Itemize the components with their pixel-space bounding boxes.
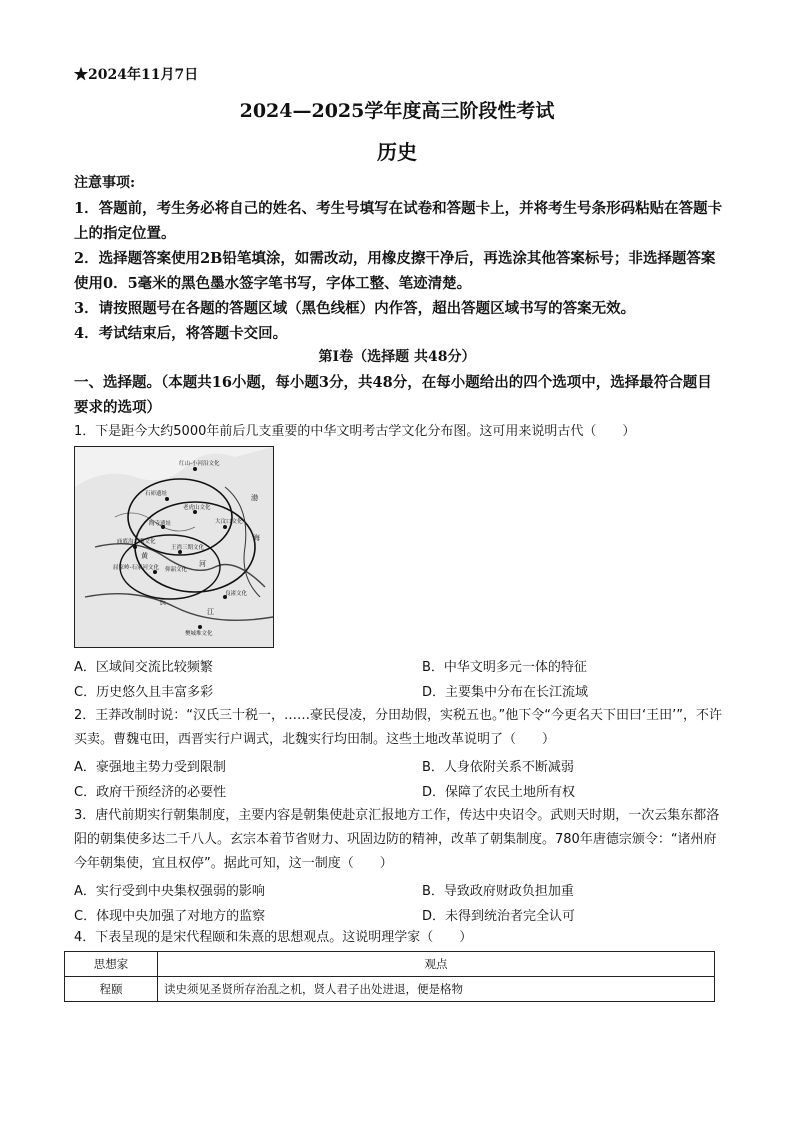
map-label: 石峁遗址 <box>145 491 168 497</box>
map-label: 大汶口文化 <box>215 519 243 525</box>
question-3-stem: 3．唐代前期实行朝集制度，主要内容是朝集使赴京汇报地方工作，传达中央诏令。武则天时期，一次云集东都洛阳的朝集使多达二千八人。玄宗本着节省财力、巩固边防的精神，改革了朝集制度。780年唐德宗颁令：“诸州府今年朝集使，宜且权停”。据此可知，这一制度（ ） <box>74 808 720 871</box>
map-label: 红山-小河沿文化 <box>179 461 220 467</box>
exam-subject: 历史 <box>377 140 417 164</box>
map-label: 王湾三期文化 <box>171 545 205 551</box>
option-a[interactable]: A．区域间交流比较频繁 <box>74 660 213 675</box>
map-label: 良渚文化 <box>225 591 248 597</box>
option-b[interactable]: B．导致政府财政负担加重 <box>422 884 574 899</box>
part-heading: 第Ⅰ卷（选择题 共48分） <box>318 349 476 365</box>
question-1-options <box>74 656 724 706</box>
map-label: 仰韶文化 <box>165 567 188 573</box>
map-label: 渤 <box>251 494 258 502</box>
map-label: 海 <box>253 534 260 542</box>
table-header-cell: 观点 <box>158 952 715 977</box>
option-c[interactable]: C．体现中央加强了对地方的监察 <box>74 909 266 924</box>
section-heading: 一、选择题。（本题共16小题，每小题3分，共48分，在每小题给出的四个选项中，选择最符合题目要求的选项） <box>74 374 712 416</box>
option-d[interactable]: D．保障了农民土地所有权 <box>422 785 576 800</box>
table-cell: 程颐 <box>65 977 158 1002</box>
culture-distribution-map <box>74 446 274 648</box>
map-label: 河 <box>199 560 206 568</box>
map-label: 江 <box>207 608 214 616</box>
option-c[interactable]: C．历史悠久且丰富多彩 <box>74 685 214 700</box>
option-d[interactable]: D．未得到统治者完全认可 <box>422 909 576 924</box>
notice-item: 1．答题前，考生务必将自己的姓名、考生号填写在试卷和答题卡上，并将考生号条形码粘贴在答题卡上的指定位置。 <box>74 200 723 242</box>
option-b[interactable]: B．中华文明多元一体的特征 <box>422 660 587 675</box>
option-a[interactable]: A．豪强地主势力受到限制 <box>74 760 226 775</box>
exam-date: ★2024年11月7日 <box>74 67 199 83</box>
question-2-stem: 2．王莽改制时说：“汉氏三十税一，……豪民侵凌，分田劫假，实税五也。”他下令“今更名天下田曰‘王田’”，不许买卖。曹魏屯田，西晋实行户调式，北魏实行均田制。这些土地改革说明了（ ） <box>74 708 722 747</box>
map-label: 陶寺遗址 <box>149 521 172 527</box>
notice-item: 2．选择题答案使用2B铅笔填涂，如需改动，用橡皮擦干净后，再选涂其他答案标号；非选择题答案使用0．5毫米的黑色墨水签字笔书写，字体工整、笔迹清楚。 <box>74 250 716 292</box>
table-header-row <box>65 952 715 977</box>
table-header-cell: 思想家 <box>65 952 158 977</box>
notice-list <box>74 196 724 346</box>
option-c[interactable]: C．政府干预经济的必要性 <box>74 785 227 800</box>
notice-item: 3．请按照题号在各题的答题区域（黑色线框）内作答，超出答题区域书写的答案无效。 <box>74 300 636 317</box>
map-label: 黄 <box>141 552 148 560</box>
map-label: 老虎山文化 <box>183 505 211 511</box>
map-label: 屈家岭-石家河文化 <box>113 565 159 571</box>
question-2-options <box>74 756 724 806</box>
map-label: 长 <box>159 598 166 606</box>
question-4-table <box>64 951 715 1002</box>
table-row <box>65 977 715 1002</box>
option-d[interactable]: D．主要集中分布在长江流域 <box>422 685 589 700</box>
table-cell: 读史须见圣贤所存治乱之机，贤人君子出处进退，便是格物 <box>158 977 715 1002</box>
question-3-options <box>74 880 724 930</box>
option-a[interactable]: A．实行受到中央集权强弱的影响 <box>74 884 265 899</box>
question-4-stem: 4．下表呈现的是宋代程颐和朱熹的思想观点。这说明理学家（ ） <box>74 930 473 945</box>
map-label: 庙底沟二期文化 <box>117 539 156 545</box>
question-1-stem: 1．下是距今大约5000年前后几支重要的中华文明考古学文化分布图。这可用来说明古代（ ） <box>74 424 636 439</box>
map-label: 樊城堆文化 <box>185 631 213 637</box>
option-b[interactable]: B．人身依附关系不断减弱 <box>422 760 574 775</box>
notice-item: 4．考试结束后，将答题卡交回。 <box>74 325 288 342</box>
notice-heading: 注意事项: <box>74 175 136 191</box>
exam-title: 2024—2025学年度高三阶段性考试 <box>239 100 555 122</box>
